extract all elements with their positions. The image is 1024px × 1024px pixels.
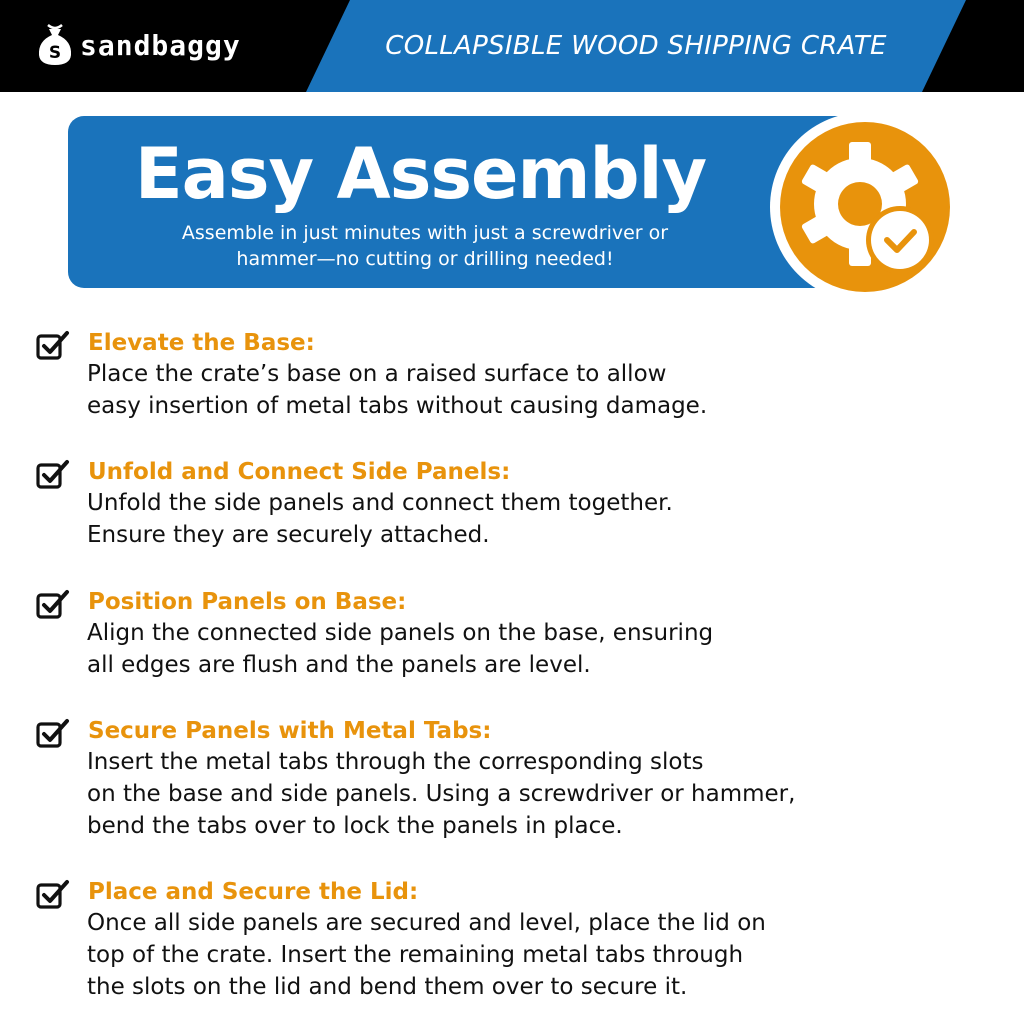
step-line: Unfold the side panels and connect them together. (87, 490, 673, 516)
checkbox-check-icon (36, 589, 70, 619)
step-line: bend the tabs over to lock the panels in place. (87, 813, 623, 839)
step-description (87, 746, 987, 842)
checkbox-check-icon (36, 718, 70, 748)
checkbox-check-icon (36, 879, 70, 909)
step-line: easy insertion of metal tabs without causing damage. (87, 393, 708, 419)
step-title: Place and Secure the Lid: (88, 879, 419, 905)
checkbox-check-icon (36, 459, 70, 489)
step-line: Insert the metal tabs through the corresponding slots (87, 749, 704, 775)
page-title: COLLAPSIBLE WOOD SHIPPING CRATE (385, 31, 887, 61)
sandbag-icon (36, 23, 74, 67)
step-line: all edges are flush and the panels are level. (87, 652, 591, 678)
brand-logo[interactable] (36, 22, 241, 68)
banner-heading: Easy Assembly (134, 133, 707, 215)
step-line: top of the crate. Insert the remaining metal tabs through (87, 942, 744, 968)
step-line: Once all side panels are secured and level, place the lid on (87, 910, 766, 936)
step-title: Position Panels on Base: (88, 589, 407, 615)
step-description (87, 617, 987, 681)
gear-check-icon (780, 122, 950, 292)
step-description (87, 907, 987, 1003)
banner-subtitle-line-1: Assemble in just minutes with just a screwdriver or (181, 222, 669, 244)
step-line: the slots on the lid and bend them over to secure it. (87, 974, 688, 1000)
step-line: on the base and side panels. Using a screwdriver or hammer, (87, 781, 796, 807)
step-title: Secure Panels with Metal Tabs: (88, 718, 492, 744)
logo-bag-letter: S (48, 43, 62, 63)
step-line: Ensure they are securely attached. (87, 522, 490, 548)
step-line: Place the crate’s base on a raised surface to allow (87, 361, 667, 387)
step-line: Align the connected side panels on the base, ensuring (87, 620, 714, 646)
step-title: Unfold and Connect Side Panels: (88, 459, 511, 485)
banner-subtitle (100, 220, 750, 272)
step-description (87, 487, 987, 551)
checkbox-check-icon (36, 330, 70, 360)
banner-subtitle-line-2: hammer—no cutting or drilling needed! (236, 248, 614, 270)
step-description (87, 358, 987, 422)
logo-text: sandbaggy (80, 28, 241, 62)
step-title: Elevate the Base: (88, 330, 315, 356)
